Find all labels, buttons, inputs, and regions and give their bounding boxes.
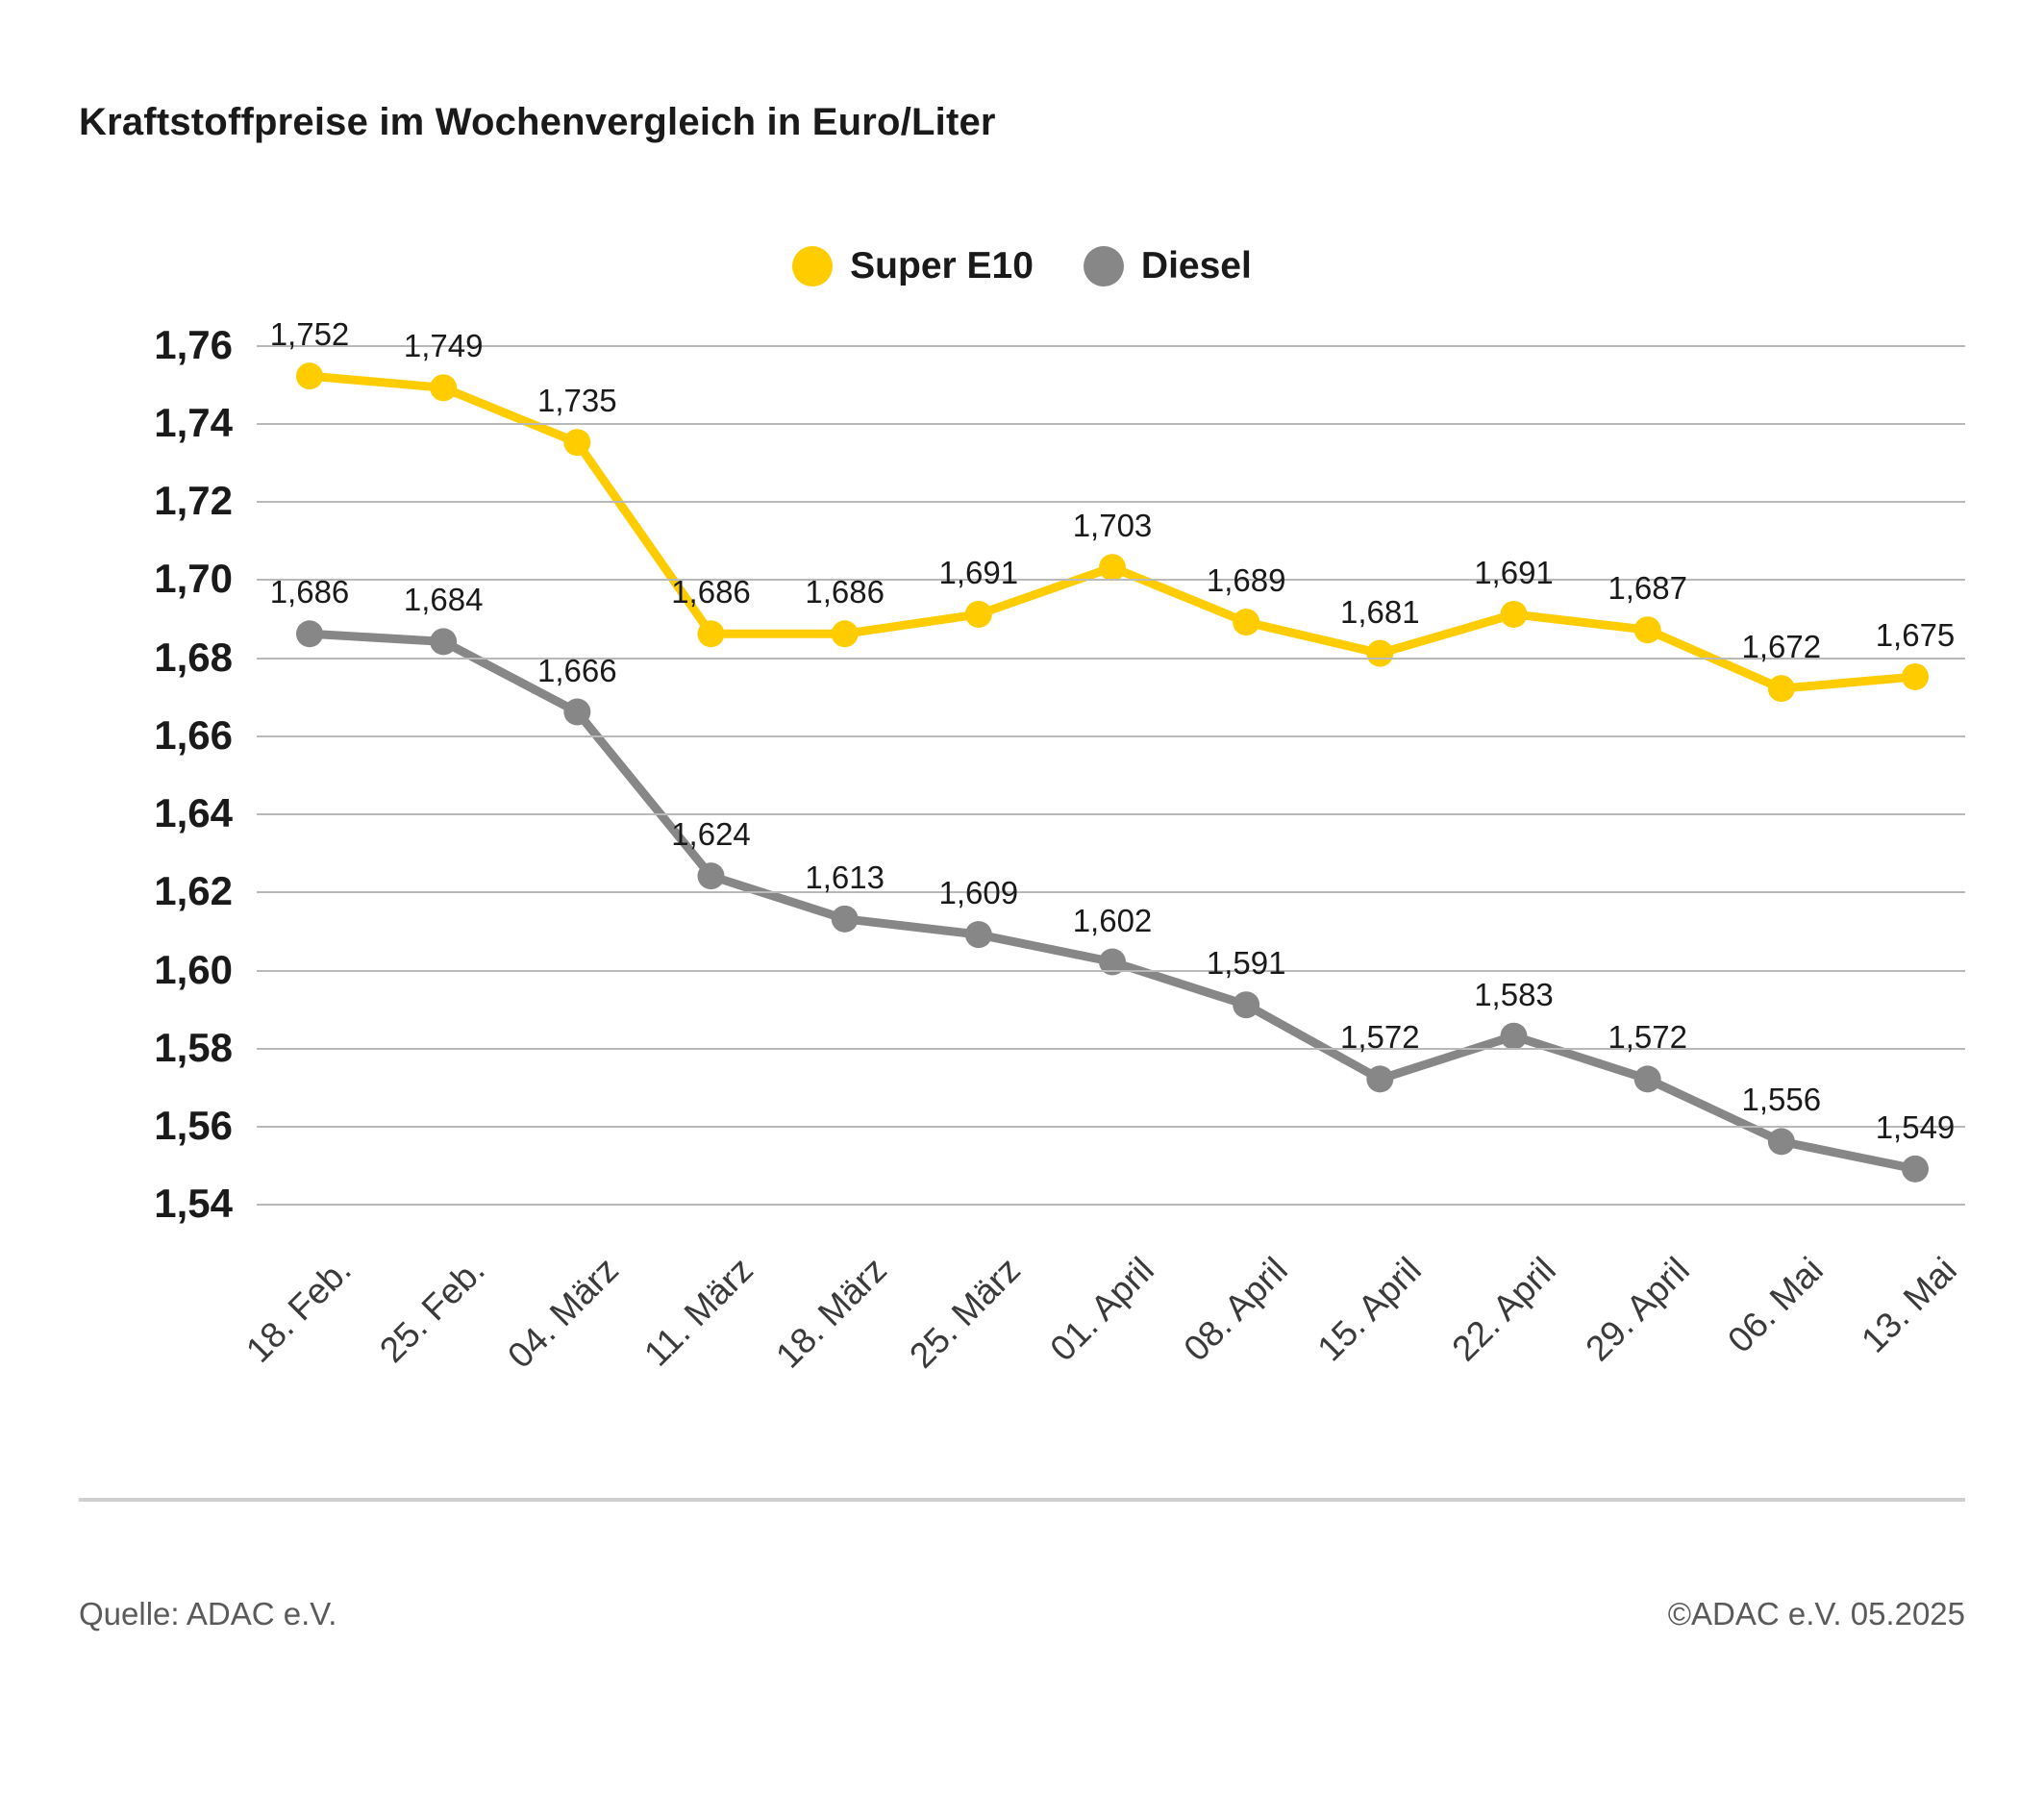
data-point-marker: [1501, 1023, 1528, 1050]
data-point-marker: [1501, 601, 1528, 628]
legend-item-diesel: [1084, 245, 1252, 287]
x-axis-tick-label: 06. Mai: [1720, 1250, 1831, 1360]
data-point-marker: [430, 374, 457, 401]
y-axis-tick-label: 1,74: [154, 399, 233, 445]
y-axis-tick-label: 1,68: [154, 634, 233, 680]
data-point-label: 1,684: [403, 582, 484, 618]
data-point-label: 1,556: [1741, 1082, 1822, 1118]
plot-area: [79, 306, 1965, 1243]
x-axis-tick-label: 04. März: [500, 1250, 627, 1376]
data-point-marker: [1902, 663, 1929, 690]
y-axis-tick-label: 1,62: [154, 868, 233, 914]
x-axis-tick-label: 11. März: [636, 1250, 760, 1374]
grid-line: [257, 891, 1965, 893]
data-point-label: 1,609: [938, 875, 1019, 911]
data-point-marker: [1902, 1156, 1929, 1183]
legend-marker-icon: [792, 246, 833, 286]
chart-legend: [0, 245, 2044, 287]
y-axis-tick-label: 1,54: [154, 1181, 233, 1227]
y-axis-tick-label: 1,58: [154, 1024, 233, 1070]
y-axis-tick-label: 1,66: [154, 711, 233, 758]
data-point-label: 1,672: [1741, 629, 1822, 665]
data-point-marker: [563, 429, 590, 456]
grid-line: [257, 813, 1965, 815]
data-point-label: 1,686: [805, 574, 885, 610]
grid-line: [257, 658, 1965, 660]
data-point-marker: [698, 620, 725, 647]
data-point-label: 1,591: [1206, 945, 1286, 982]
data-point-label: 1,572: [1608, 1019, 1687, 1056]
data-point-marker: [1233, 991, 1259, 1018]
grid-line: [257, 579, 1965, 581]
data-point-label: 1,675: [1875, 616, 1956, 653]
legend-marker-icon: [1084, 246, 1124, 286]
source-note: Quelle: ADAC e.V.: [79, 1596, 337, 1631]
x-axis-tick-label: 15. April: [1309, 1250, 1430, 1369]
grid-line: [257, 1126, 1965, 1128]
x-axis-tick-label: 08. April: [1176, 1250, 1296, 1369]
data-point-marker: [832, 620, 859, 647]
grid-line: [257, 735, 1965, 737]
data-point-label: 1,686: [269, 574, 350, 610]
y-axis-tick-label: 1,76: [154, 321, 233, 367]
data-point-label: 1,602: [1072, 902, 1153, 938]
x-axis-tick-label: 29. April: [1578, 1250, 1697, 1369]
page-title: Kraftstoffpreise im Wochenvergleich in Euro/Liter: [79, 101, 996, 143]
data-point-marker: [1366, 640, 1393, 667]
x-axis-tick-label: 01. April: [1042, 1250, 1161, 1369]
data-point-marker: [698, 862, 725, 889]
copyright-note: ©ADAC e.V. 05.2025: [1667, 1596, 1965, 1631]
data-point-marker: [965, 601, 992, 628]
data-point-marker: [1768, 675, 1795, 702]
data-point-marker: [296, 620, 323, 647]
data-point-label: 1,686: [671, 574, 751, 610]
data-point-label: 1,583: [1474, 976, 1554, 1012]
data-point-marker: [1233, 609, 1259, 635]
x-axis-tick-label: 25. Feb.: [372, 1250, 493, 1370]
data-point-marker: [563, 699, 590, 726]
data-point-marker: [1634, 616, 1661, 643]
x-axis-tick-label: 18. März: [767, 1250, 894, 1376]
chart-lines: [79, 306, 1965, 1243]
data-point-label: 1,549: [1875, 1108, 1956, 1145]
data-point-label: 1,681: [1340, 593, 1420, 630]
y-axis-tick-label: 1,60: [154, 946, 233, 992]
y-axis-tick-label: 1,72: [154, 478, 233, 524]
data-point-label: 1,691: [938, 554, 1019, 590]
data-point-label: 1,735: [537, 383, 617, 419]
data-point-label: 1,613: [805, 859, 885, 895]
y-axis-tick-label: 1,56: [154, 1103, 233, 1149]
bottom-divider: [79, 1498, 1965, 1502]
data-point-label: 1,749: [403, 328, 484, 364]
x-axis-tick-label: 18. Feb.: [237, 1250, 359, 1370]
data-point-marker: [965, 921, 992, 948]
x-axis-labels: [79, 1250, 1965, 1442]
grid-line: [257, 345, 1965, 347]
data-point-label: 1,666: [537, 652, 617, 688]
data-point-label: 1,572: [1340, 1019, 1420, 1056]
data-point-marker: [1634, 1065, 1661, 1092]
data-point-marker: [1768, 1128, 1795, 1155]
legend-label-diesel: Diesel: [1140, 245, 1252, 286]
y-axis-tick-label: 1,64: [154, 790, 233, 836]
grid-line: [257, 1204, 1965, 1206]
x-axis-tick-label: 22. April: [1443, 1250, 1563, 1369]
grid-line: [257, 423, 1965, 425]
grid-line: [257, 970, 1965, 972]
data-point-label: 1,689: [1206, 562, 1286, 599]
data-point-marker: [1099, 554, 1126, 581]
grid-line: [257, 501, 1965, 503]
data-point-label: 1,624: [671, 816, 751, 853]
x-axis-tick-label: 25. März: [902, 1250, 1028, 1376]
legend-label-super-e10: Super E10: [850, 245, 1034, 286]
data-point-marker: [1366, 1065, 1393, 1092]
grid-line: [257, 1048, 1965, 1050]
x-axis-tick-label: 13. Mai: [1854, 1250, 1964, 1360]
data-point-marker: [296, 362, 323, 389]
y-axis-tick-label: 1,70: [154, 556, 233, 602]
data-point-label: 1,752: [269, 316, 350, 353]
data-point-label: 1,691: [1474, 554, 1554, 590]
data-point-label: 1,703: [1072, 508, 1153, 544]
legend-item-super-e10: [792, 245, 1034, 287]
data-point-marker: [430, 628, 457, 655]
data-point-marker: [832, 906, 859, 933]
data-point-label: 1,687: [1608, 570, 1687, 607]
